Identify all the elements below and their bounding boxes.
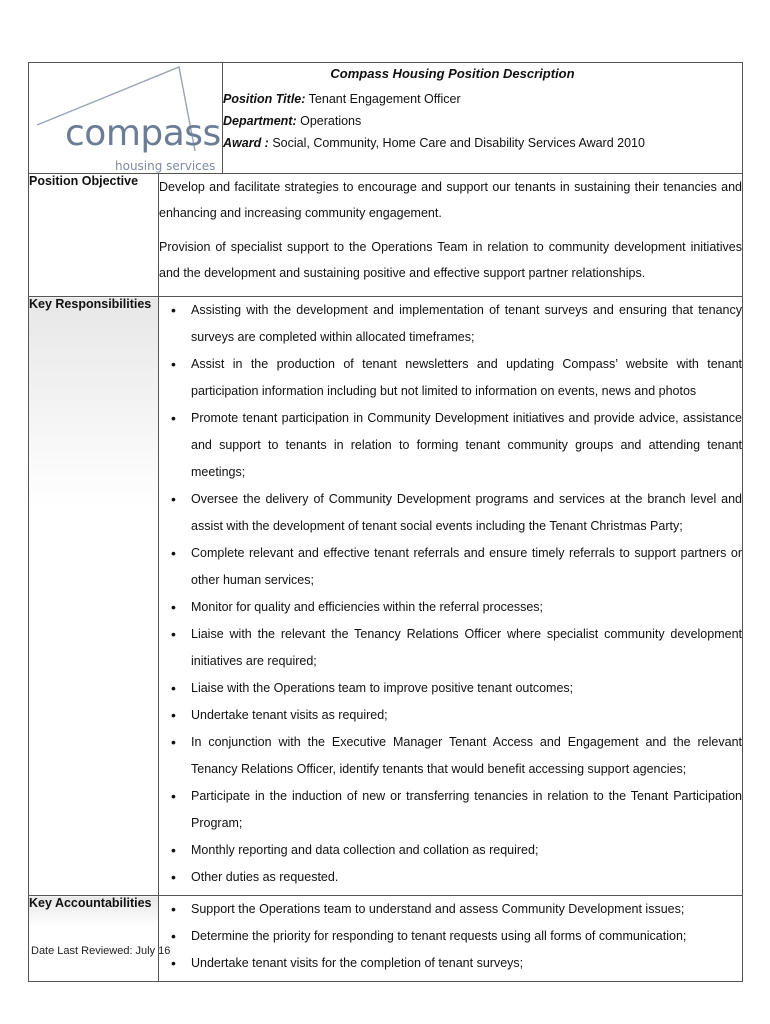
award-label: Award :: [223, 136, 269, 150]
logo-cell: [29, 63, 223, 174]
objective-paragraph: Provision of specialist support to the Operations Team in relation to community development initiatives and the development and sustaining positive and effective support partner relationships.: [159, 240, 742, 280]
accountabilities-row: [29, 896, 743, 982]
list-item: • Support the Operations team to understand and assess Community Development issues;: [159, 896, 742, 923]
list-item: • Determine the priority for responding to tenant requests using all forms of communication;: [159, 923, 742, 950]
accountabilities-content: [159, 896, 743, 982]
header-cell: [223, 63, 743, 174]
list-item: • Undertake tenant visits as required;: [159, 702, 742, 729]
header-row: [29, 63, 743, 174]
department-value: Operations: [300, 114, 362, 128]
list-item: • Monthly reporting and data collection and collation as required;: [159, 837, 742, 864]
list-item: • Liaise with the Operations team to improve positive tenant outcomes;: [159, 675, 742, 702]
position-description-table: [28, 62, 743, 982]
list-item: • Assist in the production of tenant newsletters and updating Compass’ website with tenant participation information including but not limited to information on events, news and photos: [159, 351, 742, 405]
department-line: [223, 110, 742, 132]
list-item: • In conjunction with the Executive Manager Tenant Access and Engagement and the relevant Tenancy Relations Officer, identify tenants that would benefit accessing support agencies;: [159, 729, 742, 783]
objective-row: [29, 174, 743, 297]
position-title-label: Position Title:: [223, 92, 306, 106]
logo-wordmark: compass: [65, 113, 221, 154]
list-item: • Liaise with the relevant the Tenancy Relations Officer where specialist community development initiatives are required;: [159, 621, 742, 675]
responsibilities-row: [29, 297, 743, 896]
logo-tagline: housing services: [115, 159, 216, 173]
compass-logo: [29, 63, 223, 173]
section-label-responsibilities: Key Responsibilities: [29, 297, 159, 896]
award-value: Social, Community, Home Care and Disability Services Award 2010: [272, 136, 645, 150]
position-title-value: Tenant Engagement Officer: [308, 92, 461, 106]
list-item: • Other duties as requested.: [159, 864, 742, 891]
list-item: • Undertake tenant visits for the completion of tenant surveys;: [159, 950, 742, 977]
responsibilities-content: [159, 297, 743, 896]
award-line: [223, 132, 742, 154]
section-label-accountabilities: Key Accountabilities: [29, 896, 159, 982]
objective-content: [159, 174, 743, 297]
department-label: Department:: [223, 114, 297, 128]
position-title-line: [223, 88, 742, 110]
section-label-objective: Position Objective: [29, 174, 159, 297]
list-item: • Oversee the delivery of Community Development programs and services at the branch level and assist with the development of tenant social events including the Tenant Christmas Party;: [159, 486, 742, 540]
document-title: Compass Housing Position Description: [330, 66, 575, 81]
responsibilities-list: [159, 297, 742, 895]
list-item: • Monitor for quality and efficiencies within the referral processes;: [159, 594, 742, 621]
accountabilities-list: [159, 896, 742, 981]
list-item: • Participate in the induction of new or transferring tenancies in relation to the Tenant Participation Program;: [159, 783, 742, 837]
list-item: • Promote tenant participation in Community Development initiatives and provide advice, assistance and support to tenants in relation to forming tenant community groups and attending tenant meetings;: [159, 405, 742, 486]
footer-review-date: Date Last Reviewed: July 16: [31, 945, 171, 957]
list-item: • Assisting with the development and implementation of tenant surveys and ensuring that tenancy surveys are completed within allocated timeframes;: [159, 297, 742, 351]
list-item: • Complete relevant and effective tenant referrals and ensure timely referrals to support partners or other human services;: [159, 540, 742, 594]
objective-paragraph: Develop and facilitate strategies to encourage and support our tenants in sustaining their tenancies and enhancing and increasing community engagement.: [159, 180, 742, 220]
